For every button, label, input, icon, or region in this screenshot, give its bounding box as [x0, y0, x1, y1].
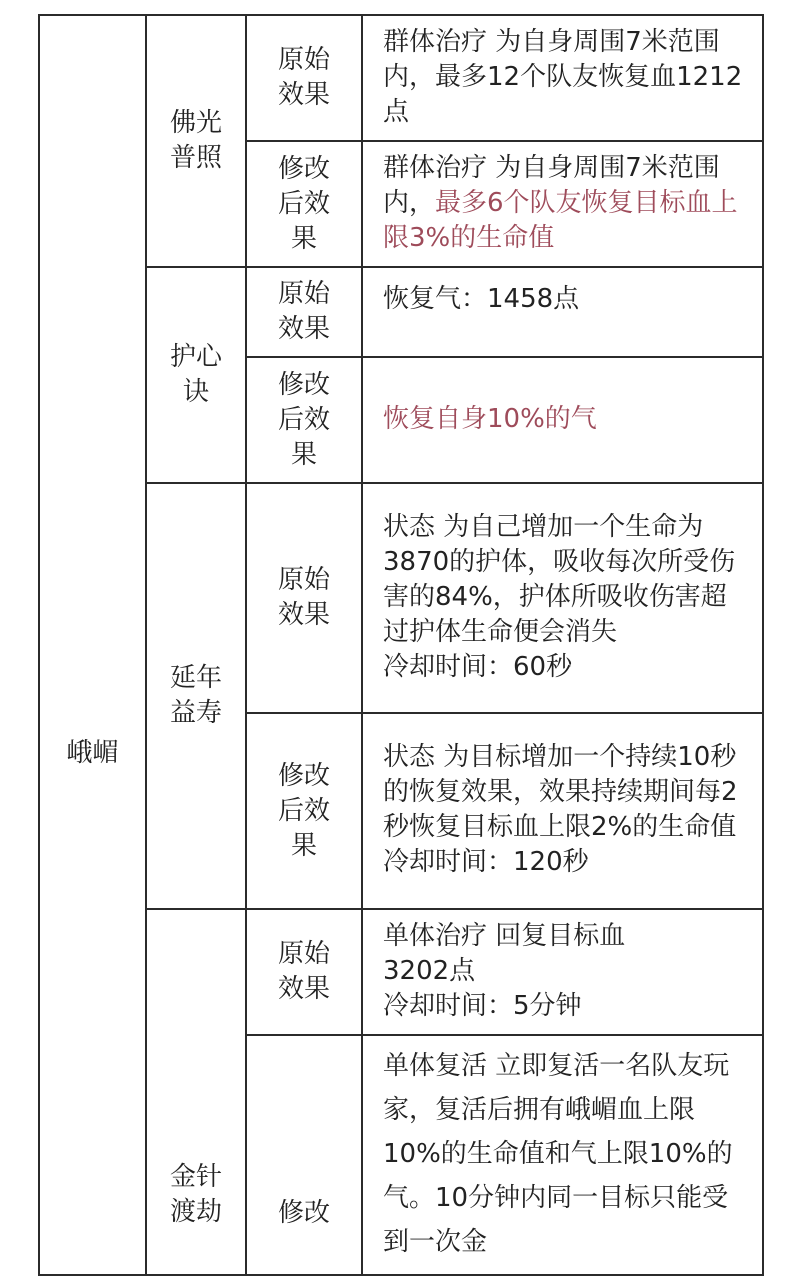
skill-name: 护心 诀 — [169, 342, 222, 407]
effect-text: 恢复气：1458点 — [383, 284, 580, 314]
effect-label-cell — [246, 357, 362, 483]
effect-text-cell — [362, 15, 763, 141]
skill-name-cell — [146, 483, 246, 909]
effect-label-cell — [246, 483, 362, 713]
original-effect-label: 原始 效果 — [277, 939, 330, 1004]
effect-label-cell — [246, 267, 362, 357]
effect-text: 群体治疗 为自身周围7米范围内，最多12个队友恢复血1212点 — [383, 26, 743, 127]
skill-name: 佛光 普照 — [169, 108, 222, 173]
table-row — [39, 15, 763, 141]
cooldown-text: 冷却时间：5分钟 — [383, 990, 582, 1021]
original-effect-label: 原始 效果 — [277, 279, 330, 344]
effect-text-cell — [362, 909, 763, 1035]
skill-change-table — [38, 14, 764, 1276]
modified-effect-label: 修改 后效 果 — [277, 760, 330, 861]
effect-label-cell — [246, 15, 362, 141]
effect-text: 单体治疗 回复目标血 — [383, 920, 626, 951]
skill-name: 延年 益寿 — [169, 663, 222, 728]
effect-text: 状态 为自己增加一个生命为3870的护体，吸收每次所受伤害的84%，护体所吸收伤害超过护体生命便会消失 — [383, 511, 736, 647]
modified-effect-label: 修改 — [277, 1198, 330, 1228]
skill-name-cell — [146, 909, 246, 1275]
modified-effect-label: 修改 后效 果 — [277, 369, 330, 470]
effect-label-cell — [246, 1035, 362, 1275]
effect-text-cell — [362, 713, 763, 909]
original-effect-label: 原始 效果 — [277, 565, 330, 630]
cooldown-text: 冷却时间：60秒 — [383, 651, 573, 682]
skill-name-cell — [146, 267, 246, 483]
effect-label-cell — [246, 909, 362, 1035]
effect-text: 群体治疗 为自身周围7米范围内， — [383, 152, 720, 218]
effect-label-cell — [246, 713, 362, 909]
skill-name-cell — [146, 15, 246, 267]
table-wrapper — [38, 14, 764, 1276]
effect-text-cell — [362, 1035, 763, 1275]
table-row — [39, 483, 763, 713]
sect-name: 峨嵋 — [66, 738, 119, 768]
sect-cell — [39, 15, 146, 1275]
effect-label-cell — [246, 141, 362, 267]
highlighted-effect-text: 恢复自身10%的气 — [383, 403, 597, 434]
effect-text: 3202点 — [383, 955, 476, 986]
original-effect-label: 原始 效果 — [277, 45, 330, 110]
effect-text-cell — [362, 267, 763, 357]
effect-text-cell — [362, 483, 763, 713]
effect-text: 状态 为目标增加一个持续10秒的恢复效果，效果持续期间每2秒恢复目标血上限2%的生命值 — [383, 742, 738, 842]
cooldown-text: 冷却时间：120秒 — [383, 847, 589, 877]
modified-effect-label: 修改 后效 果 — [277, 153, 330, 254]
effect-text-cell — [362, 141, 763, 267]
effect-text-cell — [362, 357, 763, 483]
highlighted-effect-text: 最多6个队友恢复目标血上限3%的生命值 — [383, 187, 738, 253]
table-row — [39, 909, 763, 1035]
effect-text: 单体复活 立即复活一名队友玩家，复活后拥有峨嵋血上限10%的生命值和气上限10%的气。10分钟内同一目标只能受到一次金 — [383, 1051, 733, 1257]
table-row — [39, 267, 763, 357]
skill-name: 金针 渡劫 — [169, 1162, 222, 1227]
